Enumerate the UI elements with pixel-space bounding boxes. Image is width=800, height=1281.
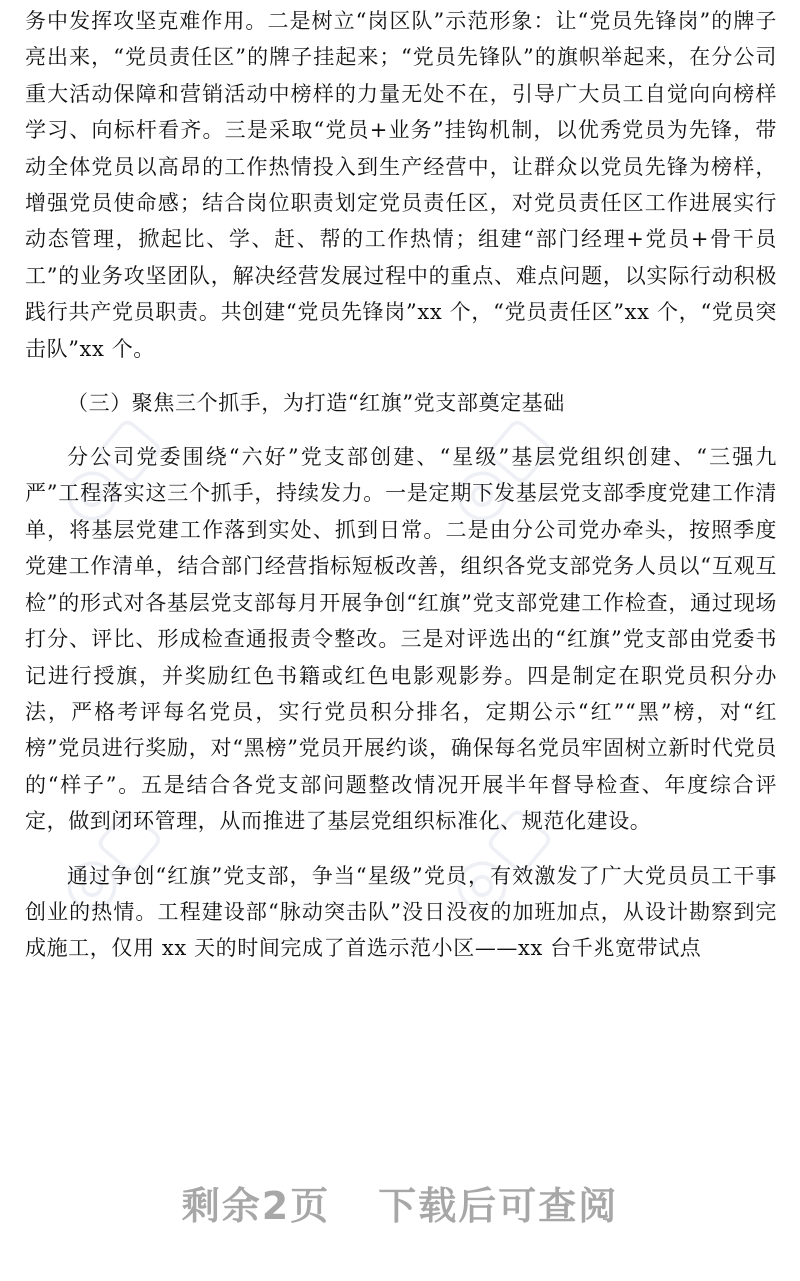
document-page <box>25 3 777 967</box>
watermark-logo: ◎▢ <box>42 401 174 539</box>
body-paragraph: 务中发挥攻坚克难作用。二是树立“岗区队”示范形象：让“党员先锋岗”的牌子亮出来，“党员责任区”的牌子挂起来；“党员先锋队”的旗帜举起来，在分公司重大活动保障和营销活动中榜样的力量无处不在，引导广大员工自觉向向榜样学习、向标杆看齐。三是采取“党员+业务”挂钩机制，以优秀党员为先锋，带动全体党员以高昂的工作热情投入到生产经营中，让群众以党员先锋为榜样，增强党员使命感；结合岗位职责划定党员责任区，对党员责任区工作进展实行动态管理，掀起比、学、赶、帮的工作热情；组建“部门经理+党员+骨干员工”的业务攻坚团队，解决经营发展过程中的重点、难点问题，以实际行动积极践行共产党员职责。共创建“党员先锋岗”xx 个，“党员责任区”xx 个，“党员突击队”xx 个。 <box>25 9 777 361</box>
body-paragraph: 通过争创“红旗”党支部，争当“星级”党员，有效激发了广大党员员工干事创业的热情。工程建设部“脉动突击队”没日没夜的加班加点，从设计勘察到完成施工，仅用 xx 天的时间完成了首选示范小区——xx 台千兆宽带试点 <box>25 863 777 961</box>
remaining-pages-label: 剩余2页 <box>181 1184 331 1228</box>
watermark-logo: ◎▢ <box>42 791 174 929</box>
watermark-logo: ◎▢ <box>432 791 564 929</box>
section-heading: （三）聚焦三个抓手，为打造“红旗”党支部奠定基础 <box>67 391 565 416</box>
body-paragraph: 分公司党委围绕“六好”党支部创建、“星级”基层党组织创建、“三强九严”工程落实这三个抓手，持续发力。一是定期下发基层党支部季度党建工作清单，将基层党建工作落到实处、抓到日常。二是由分公司党办牵头，按照季度党建工作清单，结合部门经营指标短板改善，组织各党支部党务人员以“互观互检”的形式对各基层党支部每月开展争创“红旗”党支部党建工作检查，通过现场打分、评比、形成检查通报责令整改。三是对评选出的“红旗”党支部由党委书记进行授旗，并奖励红色书籍或红色电影观影券。四是制定在职党员积分办法，严格考评每名党员，实行党员积分排名，定期公示“红”“黑”榜，对“红榜”党员进行奖励，对“黑榜”党员开展约谈，确保每名党员牢固树立新时代党员的“样子”。五是结合各党支部问题整改情况开展半年督导检查、年度综合评定，做到闭环管理，从而推进了基层党组织标准化、规范化建设。 <box>25 445 777 834</box>
watermark-logo: ◎▢ <box>432 401 564 539</box>
download-hint-label: 下载后可查阅 <box>378 1184 619 1228</box>
download-prompt[interactable] <box>0 1175 800 1230</box>
